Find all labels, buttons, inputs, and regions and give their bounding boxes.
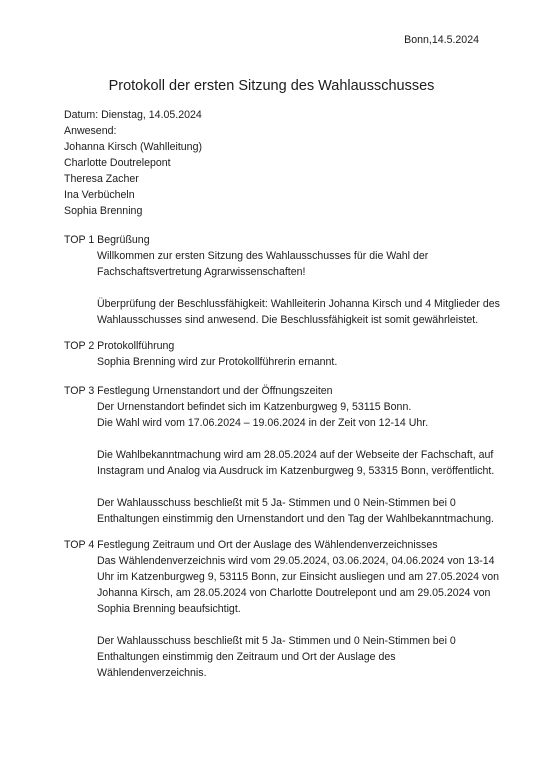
agenda-item-4 <box>64 537 500 681</box>
text-line: Der Urnenstandort befindet sich im Katzenburgweg 9, 53115 Bonn. <box>97 401 412 413</box>
text-line: Das Wählendenverzeichnis wird vom 29.05.2024, 03.06.2024, 04.06.2024 von 13-14 <box>97 555 495 567</box>
attendee: Theresa Zacher <box>64 173 139 185</box>
paragraph <box>97 248 483 280</box>
paragraph <box>97 447 495 479</box>
text-line: Die Wahlbekanntmachung wird am 28.05.2024 auf der Webseite der Fachschaft, auf <box>97 449 494 461</box>
agenda-item-2 <box>64 338 483 370</box>
attendees-label: Anwesend: <box>64 125 117 137</box>
attendee: Johanna Kirsch (Wahlleitung) <box>64 141 202 153</box>
agenda-heading: TOP 4 Festlegung Zeitraum und Ort der Auslage des Wählendenverzeichnisses <box>64 539 438 551</box>
document-title: Protokoll der ersten Sitzung des Wahlausschusses <box>108 78 435 94</box>
meeting-meta <box>64 107 202 219</box>
text-line: Wahlausschusses sind anwesend. Die Beschlussfähigkeit ist somit gewährleistet. <box>97 314 479 326</box>
paragraph <box>97 553 500 617</box>
text-line: Sophia Brenning beaufsichtigt. <box>97 603 241 615</box>
paragraph <box>97 354 483 370</box>
agenda-item-1 <box>64 232 500 328</box>
agenda-item-3 <box>64 383 495 527</box>
text-line: Wählendenverzeichnis. <box>97 667 207 679</box>
text-line: Enthaltungen einstimmig den Urnenstandort und den Tag der Wahlbekanntmachung. <box>97 513 494 525</box>
agenda-heading: TOP 3 Festlegung Urnenstandort und der Öffnungszeiten <box>64 385 333 397</box>
text-line: Der Wahlausschuss beschließt mit 5 Ja- Stimmen und 0 Nein-Stimmen bei 0 <box>97 497 456 509</box>
text-line: Sophia Brenning wird zur Protokollführerin ernannt. <box>97 356 338 368</box>
paragraph <box>97 495 494 527</box>
date-place: Bonn,14.5.2024 <box>404 34 479 46</box>
agenda-heading: TOP 2 Protokollführung <box>64 340 175 352</box>
paragraph <box>97 633 483 681</box>
agenda-body <box>64 399 495 527</box>
attendee: Sophia Brenning <box>64 205 143 217</box>
text-line: Die Wahl wird vom 17.06.2024 – 19.06.2024 in der Zeit von 12-14 Uhr. <box>97 417 429 429</box>
agenda-body <box>64 354 483 370</box>
text-line: Der Wahlausschuss beschließt mit 5 Ja- Stimmen und 0 Nein-Stimmen bei 0 <box>97 635 456 647</box>
text-line: Überprüfung der Beschlussfähigkeit: Wahlleiterin Johanna Kirsch und 4 Mitglieder des <box>97 298 500 310</box>
text-line: Enthaltungen einstimmig den Zeitraum und Ort der Auslage des <box>97 651 396 663</box>
attendee: Charlotte Doutrelepont <box>64 157 171 169</box>
meeting-date: Datum: Dienstag, 14.05.2024 <box>64 109 202 121</box>
text-line: Instagram und Analog via Ausdruck im Katzenburgweg 9, 53315 Bonn, veröffentlicht. <box>97 465 495 477</box>
text-line: Johanna Kirsch, am 28.05.2024 von Charlotte Doutrelepont und am 29.05.2024 von <box>97 587 491 599</box>
paragraph <box>97 399 483 431</box>
agenda-body <box>64 248 500 328</box>
agenda-heading: TOP 1 Begrüßung <box>64 234 150 246</box>
text-line: Willkommen zur ersten Sitzung des Wahlausschusses für die Wahl der <box>97 250 429 262</box>
attendee: Ina Verbücheln <box>64 189 135 201</box>
text-line: Fachschaftsvertretung Agrarwissenschaften! <box>97 266 306 278</box>
agenda-body <box>64 553 500 681</box>
paragraph <box>97 296 500 328</box>
text-line: Uhr im Katzenburgweg 9, 53115 Bonn, zur Einsicht ausliegen und am 27.05.2024 von <box>97 571 500 583</box>
